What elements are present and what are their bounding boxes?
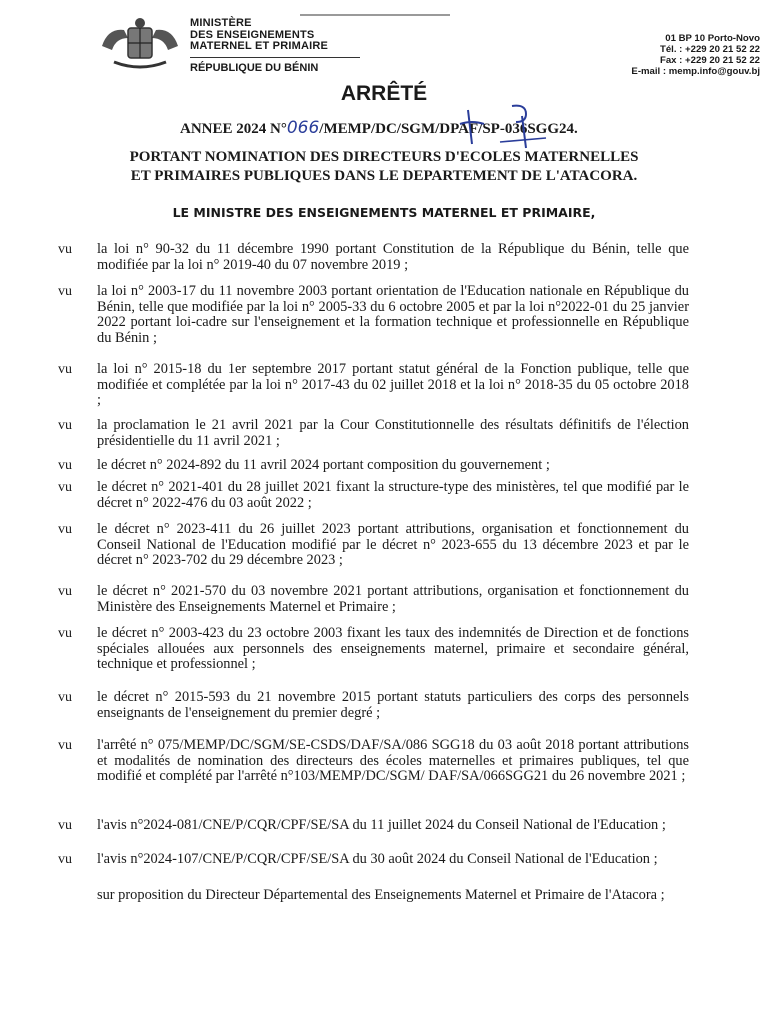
coat-of-arms-emblem <box>98 16 182 72</box>
subject-line: PORTANT NOMINATION DES DIRECTEURS D'ECOLES MATERNELLES <box>129 149 639 165</box>
item-text: le décret n° 2003-423 du 23 octobre 2003 fixant les taux des indemnités de Direction et de fonctions spéciales allouées aux personnels des enseignements maternel, primaire et secondaire général, technique et professionnel ; <box>97 625 689 672</box>
document-title: ARRÊTÉ <box>340 82 428 105</box>
vu-prefix: vu <box>58 584 72 599</box>
subject-heading <box>0 148 768 186</box>
item-text: sur proposition du Directeur Départemental des Enseignements Maternel et Primaire de l'Atacora ; <box>97 887 665 903</box>
contact-email: E-mail : memp.info@gouv.bj <box>631 66 760 77</box>
vu-prefix: vu <box>58 284 72 299</box>
subject-line: ET PRIMAIRES PUBLIQUES DANS LE DEPARTEMENT DE L'ATACORA. <box>130 168 638 184</box>
reference-number: 066 <box>286 118 320 138</box>
top-scan-line <box>300 14 450 16</box>
vu-prefix: vu <box>58 522 72 537</box>
contact-fax: Fax : +229 20 21 52 22 <box>659 55 760 66</box>
item-text: le décret n° 2023-411 du 26 juillet 2023 portant attributions, organisation et fonctionnement du Conseil National de l'Education modifié par le décret n° 2023-655 du 13 décembre 2023 et par le décret n° 2023-702 du 29 décembre 2023 ; <box>97 521 689 568</box>
republic-name: RÉPUBLIQUE DU BÉNIN <box>190 62 319 74</box>
vu-prefix: vu <box>58 242 72 257</box>
handwritten-marks <box>300 102 560 150</box>
item-text: l'arrêté n° 075/MEMP/DC/SGM/SE-CSDS/DAF/SA/086 SGG18 du 03 août 2018 portant attributions et modalités de nomination des directeurs des écoles maternelles et primaires publiques, tel que modifié et complété par l'arrêté n°103/MEMP/DC/SGM/ DAF/SA/066SGG21 du 26 novembre 2021 ; <box>97 737 689 784</box>
vu-prefix: vu <box>58 458 72 473</box>
vu-prefix: vu <box>58 480 72 495</box>
ministry-line: MATERNEL ET PRIMAIRE <box>190 40 329 52</box>
item-text: la proclamation le 21 avril 2021 par la Cour Constitutionnelle des résultats définitifs de l'élection présidentielle du 11 avril 2021 ; <box>97 417 689 449</box>
contact-phone: Tél. : +229 20 21 52 22 <box>659 44 760 55</box>
item-text: la loi n° 90-32 du 11 décembre 1990 portant Constitution de la République du Bénin, telle que modifiée par la loi n° 2019-40 du 07 novembre 2019 ; <box>97 241 689 273</box>
vu-prefix: vu <box>58 418 72 433</box>
item-text: la loi n° 2015-18 du 1er septembre 2017 portant statut général de la Fonction publique, telle que modifiée et complétée par la loi n° 2017-43 du 02 juillet 2018 et la loi n° 2018-35 du 05 octobre 2018 ; <box>97 361 689 408</box>
vu-prefix: vu <box>58 852 72 867</box>
vu-prefix: vu <box>58 818 72 833</box>
item-text: la loi n° 2003-17 du 11 novembre 2003 portant orientation de l'Education nationale en République du Bénin, telle que modifiée par la loi n° 2005-33 du 6 octobre 2005 et par la loi n°2022-01 du 25 janvier 2022 portant loi-cadre sur l'enseignement et la formation technique et professionnelle en République du Bénin ; <box>97 283 689 346</box>
contact-address: 01 BP 10 Porto-Novo <box>665 33 760 44</box>
ministry-line: MINISTÈRE <box>190 17 252 29</box>
ministry-name <box>190 18 328 53</box>
ministry-line: DES ENSEIGNEMENTS <box>190 28 315 41</box>
vu-prefix: vu <box>58 738 72 753</box>
item-text: le décret n° 2024-892 du 11 avril 2024 portant composition du gouvernement ; <box>97 457 550 473</box>
vu-prefix: vu <box>58 690 72 705</box>
ministry-divider <box>190 57 360 58</box>
reference-suffix: /MEMP/DC/SGM/DPAF/SP-036SGG24. <box>319 121 578 137</box>
item-text: le décret n° 2015-593 du 21 novembre 2015 portant statuts particuliers des corps des personnels enseignants de l'enseignement du premier degré ; <box>97 689 689 721</box>
minister-heading: LE MINISTRE DES ENSEIGNEMENTS MATERNEL ET PRIMAIRE, <box>172 205 596 220</box>
vu-prefix: vu <box>58 362 72 377</box>
vu-prefix: vu <box>58 626 72 641</box>
item-text: le décret n° 2021-570 du 03 novembre 2021 portant attributions, organisation et fonctionnement du Ministère des Enseignements Maternel et Primaire ; <box>97 583 689 615</box>
item-text: le décret n° 2021-401 du 28 juillet 2021 fixant la structure-type des ministères, tel que modifié par le décret n° 2022-476 du 03 août 2022 ; <box>97 479 689 511</box>
contact-block <box>631 33 760 77</box>
item-text: l'avis n°2024-107/CNE/P/CQR/CPF/SE/SA du 30 août 2024 du Conseil National de l'Education ; <box>97 851 658 867</box>
item-text: l'avis n°2024-081/CNE/P/CQR/CPF/SE/SA du 11 juillet 2024 du Conseil National de l'Education ; <box>97 817 666 833</box>
reference-prefix: ANNEE 2024 N° <box>180 121 287 137</box>
